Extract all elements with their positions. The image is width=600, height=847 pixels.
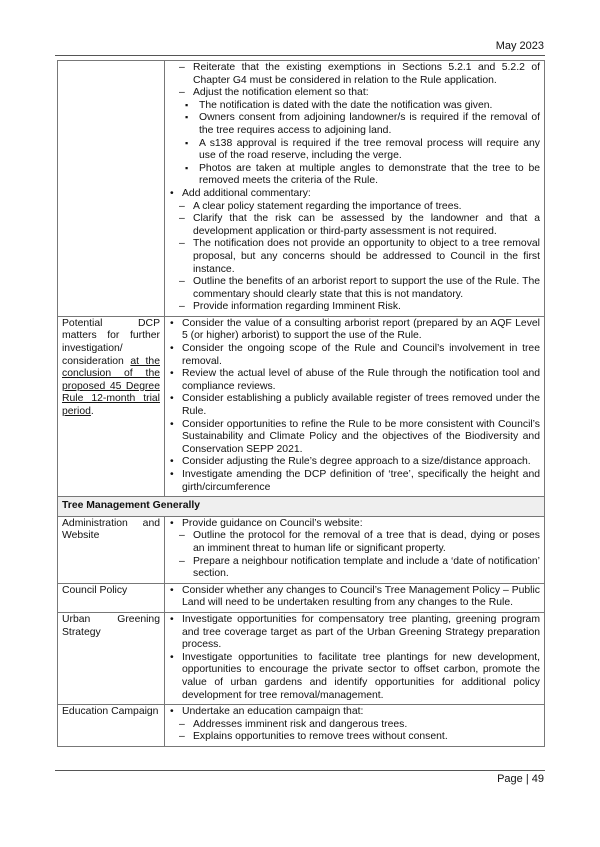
list-item: • Undertake an education campaign that: — [169, 706, 540, 719]
row-content — [165, 705, 545, 747]
table-row — [58, 705, 545, 747]
list-item: – Outline the protocol for the removal of a tree that is dead, dying or poses an imminent threat to human life or significant property. — [179, 530, 540, 555]
list-item: • Investigate opportunities for compensatory tree planting, greening program and tree coverage target as part of the Urban Greening Strategy preparation process. — [169, 614, 540, 652]
list-item: ▪ A s138 approval is required if the tree removal process will require any use of the road reserve, including the verge. — [185, 138, 540, 163]
list-item: • Add additional commentary: — [169, 188, 540, 201]
row-label-empty — [58, 61, 165, 317]
list-item: • Consider opportunities to refine the Rule to be more consistent with Council’s Sustainability and Climate Policy and the objectives of the Biodiversity and Conservation SEPP 2021. — [169, 419, 540, 457]
list-item: • Investigate opportunities to facilitate tree plantings for new development, opportunities to encourage the private sector to offset carbon, promote the value of urban gardens and identify opportunities for additional policy development for tree removal/management. — [169, 652, 540, 702]
page-number: Page | 49 — [497, 773, 544, 785]
table-row — [58, 612, 545, 704]
table-row — [58, 316, 545, 496]
list-item: • Consider adjusting the Rule’s degree approach to a size/distance approach. — [169, 456, 540, 469]
row-label-underlined: at the conclusion of the proposed 45 Degree Rule 12-month trial period — [62, 355, 160, 418]
list-item: ▪ The notification is dated with the date the notification was given. — [185, 100, 540, 113]
row-content — [165, 612, 545, 704]
list-item: • Consider the ongoing scope of the Rule and Council’s involvement in tree removal. — [169, 343, 540, 368]
list-item: • Review the actual level of abuse of the Rule through the notification tool and compliance reviews. — [169, 368, 540, 393]
list-item: – Prepare a neighbour notification template and include a ‘date of notification’ section. — [179, 556, 540, 581]
list-item: – Provide information regarding Imminent Risk. — [179, 301, 540, 314]
row-label: Administration and Website — [58, 516, 165, 583]
list-item: • Consider the value of a consulting arborist report (prepared by an AQF Level 5 (or higher) arborist) to support the use of the Rule. — [169, 318, 540, 343]
row-content — [165, 61, 545, 317]
header-date: May 2023 — [495, 40, 544, 52]
list-item: – The notification does not provide an opportunity to object to a tree removal proposal, but any concerns should be addressed to Council in the first instance. — [179, 238, 540, 276]
header-rule — [55, 55, 545, 56]
list-item: • Provide guidance on Council’s website: — [169, 518, 540, 531]
row-label: Education Campaign — [58, 705, 165, 747]
row-label-end: . — [90, 406, 94, 418]
list-item: – Addresses imminent risk and dangerous trees. — [179, 719, 540, 732]
row-label: Urban Greening Strategy — [58, 612, 165, 704]
footer-rule — [55, 770, 545, 771]
section-row — [58, 497, 545, 517]
row-label — [58, 316, 165, 496]
section-title: Tree Management Generally — [58, 497, 545, 517]
list-item: – A clear policy statement regarding the importance of trees. — [179, 201, 540, 214]
list-item: – Explains opportunities to remove trees without consent. — [179, 731, 540, 744]
list-item: – Adjust the notification element so that: — [179, 87, 540, 100]
table-row — [58, 583, 545, 612]
row-label: Council Policy — [58, 583, 165, 612]
table-row — [58, 61, 545, 317]
list-item: – Outline the benefits of an arborist report to support the use of the Rule. The commentary should clearly state that this is not mandatory. — [179, 276, 540, 301]
list-item: – Reiterate that the existing exemptions in Sections 5.2.1 and 5.2.2 of Chapter G4 must be considered in relation to the Rule application. — [179, 62, 540, 87]
row-label-text: Potential DCP matters for further investigation/ consideration — [62, 317, 160, 367]
recommendations-table — [57, 60, 545, 747]
list-item: • Investigate amending the DCP definition of ‘tree’, specifically the height and girth/circumference — [169, 469, 540, 494]
table-row — [58, 516, 545, 583]
list-item: – Clarify that the risk can be assessed by the landowner and that a development application or third-party assessment is not required. — [179, 213, 540, 238]
row-content — [165, 583, 545, 612]
list-item: ▪ Owners consent from adjoining landowner/s is required if the removal of the tree requires access to adjoining land. — [185, 112, 540, 137]
list-item: • Consider establishing a publicly available register of trees removed under the Rule. — [169, 393, 540, 418]
row-content — [165, 516, 545, 583]
list-item: ▪ Photos are taken at multiple angles to demonstrate that the tree to be removed meets the criteria of the Rule. — [185, 163, 540, 188]
row-content — [165, 316, 545, 496]
list-item: • Consider whether any changes to Council’s Tree Management Policy – Public Land will need to be undertaken resulting from any changes to the Rule. — [169, 585, 540, 610]
